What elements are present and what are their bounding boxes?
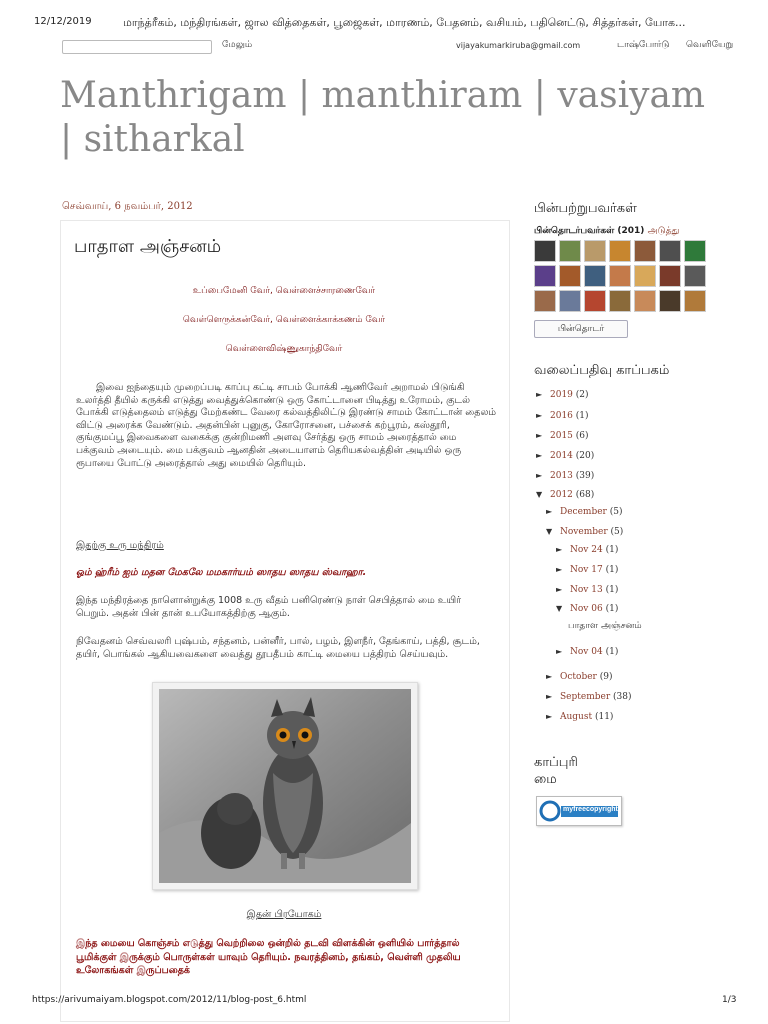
archive-month-december[interactable] bbox=[546, 507, 622, 517]
archive-year-2016[interactable] bbox=[536, 411, 589, 421]
print-page-number: 1/3 bbox=[722, 995, 737, 1005]
archive-month-august[interactable] bbox=[546, 712, 613, 722]
expand-arrow-icon[interactable]: ► bbox=[556, 647, 563, 656]
copyright-heading-line-1: காப்புரி bbox=[534, 755, 578, 770]
collapse-arrow-icon[interactable]: ▼ bbox=[556, 604, 563, 613]
avatar[interactable] bbox=[634, 240, 656, 262]
archive-count: (39) bbox=[575, 471, 595, 481]
archive-day-nov-13[interactable] bbox=[556, 585, 618, 595]
archive-count: (68) bbox=[575, 490, 595, 500]
archive-month-november[interactable] bbox=[546, 527, 623, 537]
collapse-arrow-icon[interactable]: ▼ bbox=[546, 527, 553, 536]
followers-heading: பின்பற்றுபவர்கள் bbox=[534, 201, 637, 216]
copyright-badge[interactable] bbox=[536, 796, 622, 826]
archive-label[interactable]: Nov 06 bbox=[570, 604, 603, 614]
archive-count: (1) bbox=[605, 647, 619, 657]
owl-photo bbox=[152, 682, 418, 890]
avatar[interactable] bbox=[584, 240, 606, 262]
signout-link[interactable]: வெளியேறு bbox=[686, 40, 734, 50]
expand-arrow-icon[interactable]: ► bbox=[556, 545, 563, 554]
archive-month-october[interactable] bbox=[546, 672, 612, 682]
search-input[interactable] bbox=[62, 40, 212, 54]
herb-line-2: வெள்ளெருக்கன்வேர், வெள்ளைக்காக்கணம் வேர் bbox=[182, 315, 386, 325]
archive-count: (5) bbox=[610, 527, 624, 537]
herb-line-3: வெள்ளைவிஷ்ணுகாந்திவேர் bbox=[225, 344, 343, 354]
archive-label[interactable]: 2015 bbox=[550, 431, 573, 441]
archive-count: (2) bbox=[575, 390, 589, 400]
owl-illustration bbox=[153, 683, 417, 889]
avatar[interactable] bbox=[534, 265, 556, 287]
avatar[interactable] bbox=[584, 265, 606, 287]
archive-label[interactable]: October bbox=[560, 672, 597, 682]
archive-label[interactable]: Nov 17 bbox=[570, 565, 603, 575]
avatar[interactable] bbox=[634, 265, 656, 287]
archive-label[interactable]: 2012 bbox=[550, 490, 573, 500]
archive-year-2012[interactable] bbox=[536, 490, 594, 500]
avatar[interactable] bbox=[684, 290, 706, 312]
avatar[interactable] bbox=[684, 240, 706, 262]
archive-count: (1) bbox=[605, 565, 619, 575]
print-date: 12/12/2019 bbox=[34, 16, 92, 27]
archive-label[interactable]: September bbox=[560, 692, 611, 702]
post-paragraph-preparation: இவை ஐந்தையும் முறைப்படி காப்பு கட்டி சாபம் போக்கி ஆணிவேர் அறாமல் பிடுங்கி உலர்த்தி தீயில் கருக்கி எடுத்து வைத்துக்கொண்டு ஒரு கோட்டானை பிடித்து உரோமம், குடல் போக்கி எடுத்தைலம் எடுத்து மேற்கண்ட வேரை கல்வத்திலிட்டு இரண்டு சாமம் கோட்டான் தைலம் விட்டு அரைக்க வேண்டும். அதன்பின் புனுகு, கோரோசனை, பச்சைக் கற்பூரம், கஸ்தூரி, குங்குமப்பூ இவைகளை வகைக்கு குன்றிமணி அளவு சேர்த்து ஒரு சாமம் அரைத்தால் மை பக்குவம் அடையும். மை பக்குவம் ஆனதின் அடையாளம் தெரியகல்வத்தின் அடியில் ஒரு ரூபாயை போட்டு அரைத்தால் அது மையில் தெரியும். bbox=[76, 382, 496, 469]
mantra-heading: இதற்கு உரு மந்திரம் bbox=[76, 540, 164, 551]
expand-arrow-icon[interactable]: ► bbox=[556, 585, 563, 594]
expand-arrow-icon[interactable]: ► bbox=[536, 471, 543, 480]
expand-arrow-icon[interactable]: ► bbox=[536, 451, 543, 460]
avatar[interactable] bbox=[609, 290, 631, 312]
archive-count: (20) bbox=[575, 451, 595, 461]
mantra-text: ஓம் ஹ்ரீம் ஐம் மதன மேகலே மமகார்யம் ஸாதய ஸாதய ஸ்வாஹா. bbox=[76, 567, 367, 578]
blog-title[interactable]: Manthrigam | manthiram | vasiyam | sitharkal bbox=[60, 75, 706, 160]
archive-heading: வலைப்பதிவு காப்பகம் bbox=[534, 363, 670, 378]
collapse-arrow-icon[interactable]: ▼ bbox=[536, 490, 543, 499]
avatar[interactable] bbox=[684, 265, 706, 287]
post-date: செவ்வாய், 6 நவம்பர், 2012 bbox=[62, 201, 193, 212]
archive-day-nov-06[interactable] bbox=[556, 604, 618, 614]
archive-label[interactable]: November bbox=[560, 527, 608, 537]
archive-label[interactable]: Nov 24 bbox=[570, 545, 603, 555]
avatar[interactable] bbox=[609, 240, 631, 262]
avatar[interactable] bbox=[559, 265, 581, 287]
usage-paragraph: இந்த மையை கொஞ்சம் எடுத்து வெற்றிலை ஒன்றில் தடவி விளக்கின் ஒளியில் பார்த்தால் பூமிக்குள் இருக்கும் பொருள்கள் யாவும் தெரியும். நவரத்தினம், தங்கம், வெள்ளி முதலிய உலோகங்கள் இருப்பதைக் bbox=[76, 938, 461, 976]
archive-year-2015[interactable] bbox=[536, 431, 589, 441]
avatar[interactable] bbox=[609, 265, 631, 287]
archive-label[interactable]: 2019 bbox=[550, 390, 573, 400]
avatar[interactable] bbox=[584, 290, 606, 312]
archive-count: (1) bbox=[605, 604, 619, 614]
post-paragraph-chanting: இந்த மந்திரத்தை நாளொன்றுக்கு 1008 உரு வீதம் பனிரெண்டு நாள் செபித்தால் மை உயிர் பெறும். அதன் பின் தான் உபயோகத்திற்கு ஆகும். bbox=[76, 595, 462, 619]
avatar[interactable] bbox=[659, 240, 681, 262]
print-page-title: மாந்த்ரீகம், மந்திரங்கள், ஜால வித்தைகள், பூஜைகள், மாரணம், பேதனம், வசியம், பதினெட்டு, சித்தர்கள், யோக... bbox=[123, 16, 686, 29]
expand-arrow-icon[interactable]: ► bbox=[536, 411, 543, 420]
expand-arrow-icon[interactable]: ► bbox=[546, 672, 553, 681]
archive-month-september[interactable] bbox=[546, 692, 631, 702]
archive-day-nov-04[interactable] bbox=[556, 647, 618, 657]
dashboard-link[interactable]: டாஷ்போர்டு bbox=[617, 40, 670, 50]
followers-count bbox=[534, 226, 679, 237]
archive-label[interactable]: 2014 bbox=[550, 451, 573, 461]
avatar[interactable] bbox=[659, 265, 681, 287]
avatar[interactable] bbox=[559, 290, 581, 312]
copyright-heading-line-2: மை bbox=[534, 772, 557, 787]
archive-count: (1) bbox=[605, 545, 619, 555]
expand-arrow-icon[interactable]: ► bbox=[546, 507, 553, 516]
avatar[interactable] bbox=[534, 240, 556, 262]
herb-line-1: உப்பைமேனி வேர், வெள்ளைச்சாரணைவேர் bbox=[192, 286, 376, 296]
archive-label[interactable]: Nov 13 bbox=[570, 585, 603, 595]
followers-next-link[interactable]: அடுத்து bbox=[647, 226, 680, 236]
archive-day-nov-24[interactable] bbox=[556, 545, 618, 555]
expand-arrow-icon[interactable]: ► bbox=[536, 390, 543, 399]
usage-heading: இதன் பிரயோகம் bbox=[246, 909, 322, 920]
print-footer-url: https://arivumaiyam.blogspot.com/2012/11/blog-post_6.html bbox=[32, 995, 307, 1005]
copyright-badge-text: myfreecopyright bbox=[563, 806, 618, 813]
archive-day-nov-17[interactable] bbox=[556, 565, 618, 575]
archive-label[interactable]: Nov 04 bbox=[570, 647, 603, 657]
avatar[interactable] bbox=[534, 290, 556, 312]
archive-post-link[interactable]: பாதாள அஞ்சனம் bbox=[568, 621, 642, 631]
search-button[interactable]: மேலும் bbox=[222, 40, 253, 50]
archive-label[interactable]: 2016 bbox=[550, 411, 573, 421]
archive-year-2019[interactable] bbox=[536, 390, 589, 400]
archive-count: (38) bbox=[613, 692, 632, 702]
archive-count: (1) bbox=[605, 585, 619, 595]
avatar[interactable] bbox=[659, 290, 681, 312]
avatar[interactable] bbox=[559, 240, 581, 262]
archive-label[interactable]: 2013 bbox=[550, 471, 573, 481]
follower-avatars bbox=[534, 240, 710, 312]
archive-count: (6) bbox=[575, 431, 589, 441]
post-title: பாதாள அஞ்சனம் bbox=[74, 236, 222, 257]
archive-year-2013[interactable] bbox=[536, 471, 594, 481]
archive-count: (11) bbox=[594, 712, 614, 722]
archive-count: (9) bbox=[599, 672, 613, 682]
expand-arrow-icon[interactable]: ► bbox=[556, 565, 563, 574]
expand-arrow-icon[interactable]: ► bbox=[546, 692, 553, 701]
post-container bbox=[60, 220, 510, 1022]
followers-count-label: பின்தொடர்பவர்கள் (201) bbox=[534, 226, 645, 236]
expand-arrow-icon[interactable]: ► bbox=[546, 712, 553, 721]
archive-count: (1) bbox=[575, 411, 589, 421]
user-email: vijayakumarkiruba@gmail.com bbox=[456, 41, 581, 50]
expand-arrow-icon[interactable]: ► bbox=[536, 431, 543, 440]
avatar[interactable] bbox=[634, 290, 656, 312]
archive-label[interactable]: August bbox=[560, 712, 593, 722]
archive-year-2014[interactable] bbox=[536, 451, 594, 461]
archive-label[interactable]: December bbox=[560, 507, 607, 517]
follow-button[interactable]: பின்தொடர் bbox=[534, 320, 628, 338]
post-paragraph-offering: நிவேதனம் செவ்வலரி புஷ்பம், சந்தனம், பன்னீர், பால், பழம், இளநீர், தேங்காய், பத்தி, சூடம், தயிர், பொங்கல் ஆகியவைகளை வைத்து தூபதீபம் காட்டி மையை பத்திரம் செய்யவும். bbox=[76, 636, 480, 660]
archive-count: (5) bbox=[609, 507, 623, 517]
